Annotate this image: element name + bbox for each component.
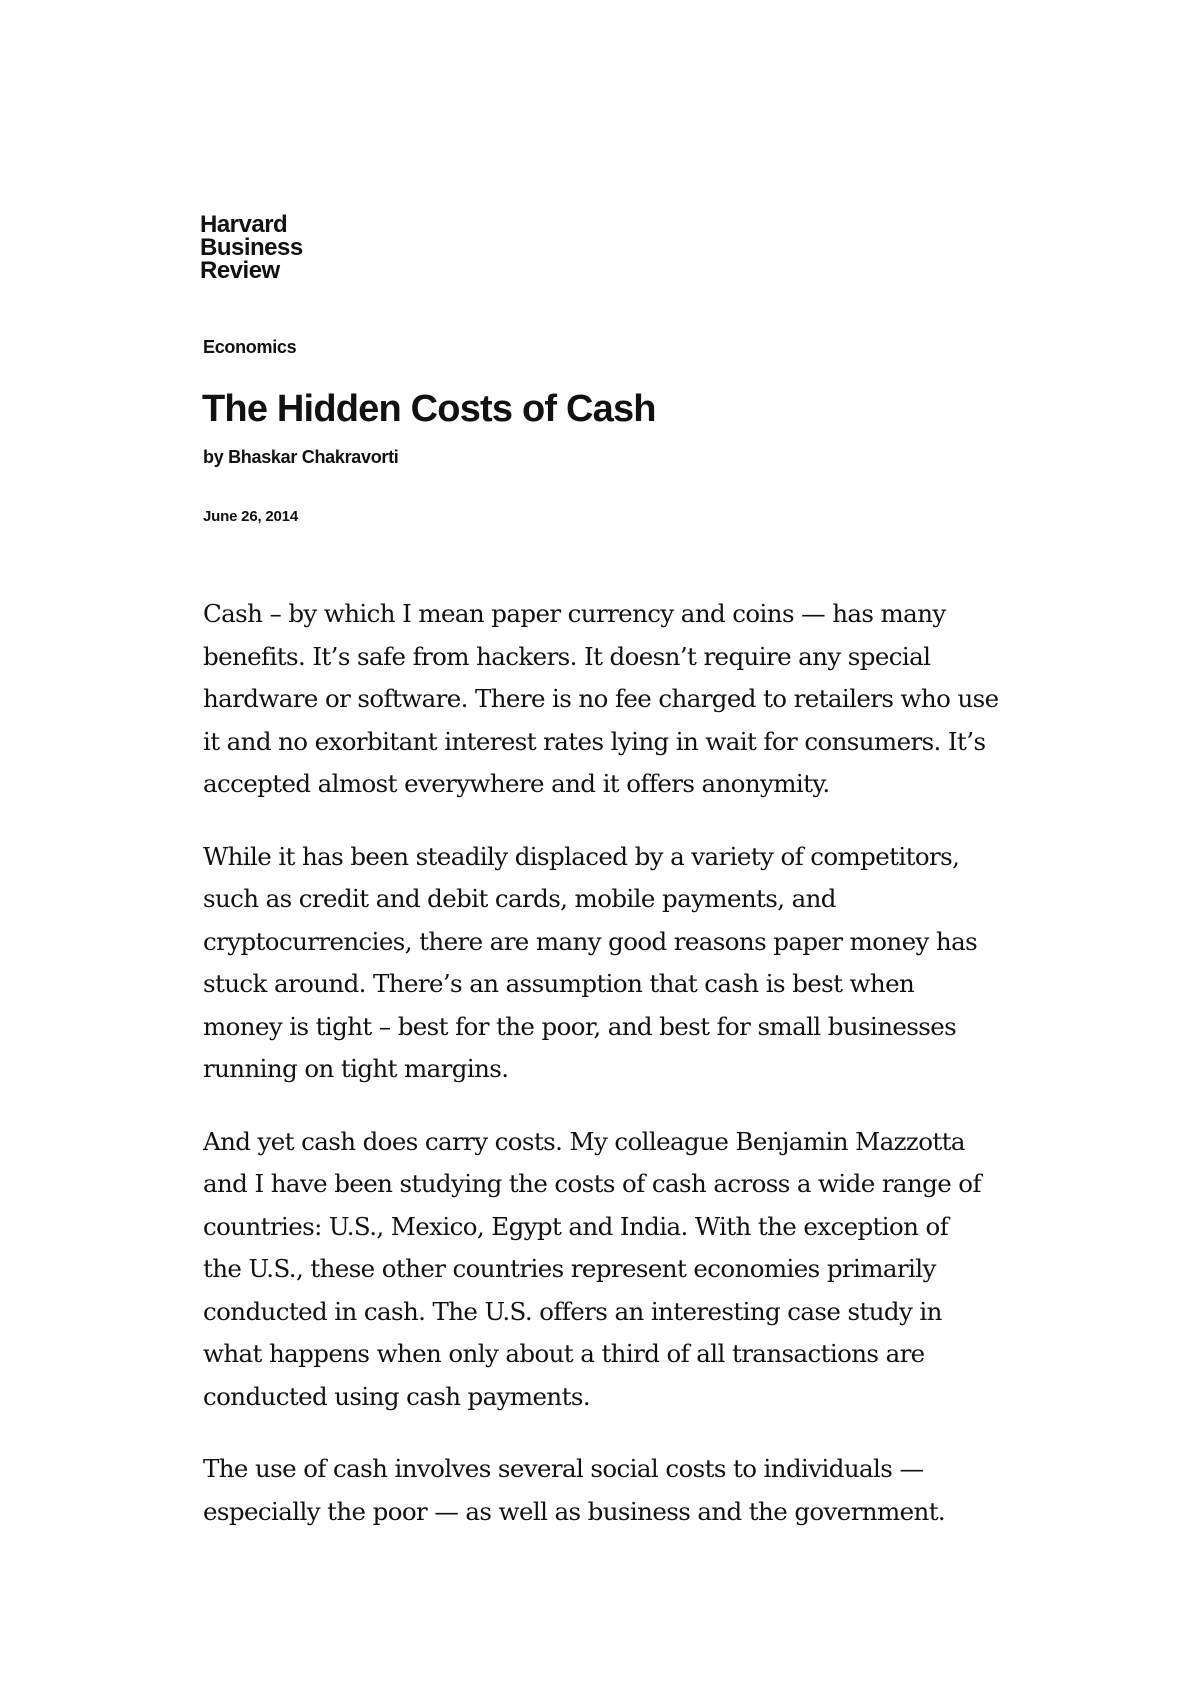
paragraph-line: especially the poor — as well as business and the government. (203, 1496, 946, 1526)
paragraph-line: stuck around. There’s an assumption that cash is best when (203, 969, 915, 998)
article-byline: by Bhaskar Chakravorti (203, 447, 399, 467)
paragraph-line: The use of cash involves several social costs to individuals — (203, 1454, 924, 1483)
paragraph-line: such as credit and debit cards, mobile payments, and (203, 884, 836, 913)
article-body (203, 593, 1003, 1563)
paragraph-line: countries: U.S., Mexico, Egypt and India. With the exception of (203, 1211, 949, 1241)
article-paragraph (203, 593, 1003, 806)
paragraph-line: money is tight – best for the poor, and best for small businesses (203, 1011, 957, 1041)
paragraph-line: Cash – by which I mean paper currency and coins — has many (203, 599, 946, 628)
paragraph-line: And yet cash does carry costs. My colleague Benjamin Mazzotta (203, 1126, 965, 1156)
article-category: Economics (203, 337, 297, 357)
logo-line-2: Business (200, 234, 303, 261)
article-paragraph (203, 1448, 1003, 1533)
article-date: June 26, 2014 (203, 508, 298, 525)
logo-line-3: Review (200, 257, 280, 284)
paragraph-line: While it has been steadily displaced by a variety of competitors, (203, 841, 960, 871)
paragraph-line: the U.S., these other countries represent economies primarily (203, 1254, 936, 1283)
paragraph-line: cryptocurrencies, there are many good reasons paper money has (203, 926, 978, 956)
logo-line-1: Harvard (200, 211, 288, 238)
paragraph-line: conducted using cash payments. (203, 1381, 591, 1411)
paragraph-line: benefits. It’s safe from hackers. It doesn’t require any special (203, 641, 931, 671)
paragraph-line: running on tight margins. (203, 1054, 509, 1083)
article-paragraph (203, 836, 1003, 1091)
paragraph-line: conducted in cash. The U.S. offers an interesting case study in (203, 1296, 942, 1326)
article-title: The Hidden Costs of Cash (202, 388, 656, 430)
paragraph-line: accepted almost everywhere and it offers anonymity. (203, 769, 830, 798)
paragraph-line: hardware or software. There is no fee charged to retailers who use (203, 684, 999, 713)
hbr-logo (200, 213, 303, 282)
paragraph-line: and I have been studying the costs of cash across a wide range of (203, 1169, 981, 1198)
paragraph-line: what happens when only about a third of all transactions are (203, 1339, 925, 1368)
article-paragraph (203, 1121, 1003, 1419)
paragraph-line: it and no exorbitant interest rates lying in wait for consumers. It’s (203, 726, 986, 756)
